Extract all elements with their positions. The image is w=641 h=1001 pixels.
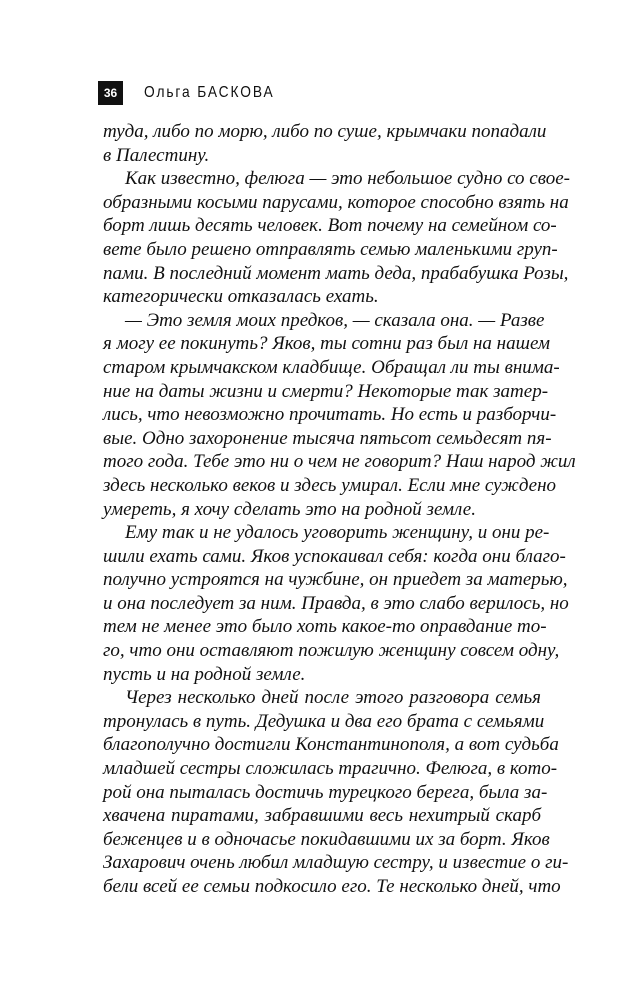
- text-line: того года. Тебе это ни о чем не говорит? Наш народ жил: [103, 451, 576, 473]
- text-line: Ему так и не удалось уговорить женщину, и они ре-: [125, 522, 550, 544]
- author-name: Ольга БАСКОВА: [144, 84, 275, 101]
- text-line: тронулась в путь. Дедушка и два его брата с семьями: [103, 710, 545, 732]
- text-line: образными косыми парусами, которое способно взять на: [103, 191, 569, 213]
- text-line: здесь несколько веков и здесь умирал. Если мне суждено: [103, 474, 557, 496]
- text-line: получно устроятся на чужбине, он приедет за матерью,: [103, 569, 568, 591]
- text-line: старом крымчакском кладбище. Обращал ли ты внима-: [103, 356, 560, 378]
- text-line: я могу ее покинуть? Яков, ты сотни раз был на нашем: [103, 333, 551, 355]
- text-line: лись, что невозможно прочитать. Но есть и разборчи-: [103, 404, 557, 426]
- text-line: категорически отказалась ехать.: [103, 286, 379, 308]
- text-line: шили ехать сами. Яков успокаивал себя: когда они благо-: [103, 545, 566, 567]
- text-line: го, что они оставляют пожилую женщину совсем одну,: [103, 640, 560, 662]
- text-line: пами. В последний момент мать деда, прабабушка Розы,: [103, 262, 569, 284]
- text-line: туда, либо по морю, либо по суше, крымчаки попадали: [103, 121, 547, 142]
- text-line: бели всей ее семьи подкосило его. Те несколько дней, что: [103, 876, 561, 897]
- page-number: 36: [98, 81, 123, 105]
- text-line: беженцев и в одночасье покидавшими их за борт. Яков: [103, 828, 550, 850]
- text-line: борт лишь десять человек. Вот почему на семейном со-: [103, 215, 557, 237]
- text-line: — Это земля моих предков, — сказала она. — Разве: [125, 309, 545, 331]
- text-line: Захарович очень любил младшую сестру, и известие о ги-: [103, 852, 569, 874]
- text-line: ние на даты жизни и смерти? Некоторые так затер-: [103, 380, 549, 402]
- text-line: в Палестину.: [103, 144, 210, 166]
- text-line: умереть, я хочу сделать это на родной земле.: [103, 498, 476, 520]
- text-line: благополучно достигли Константинополя, а вот судьба: [103, 734, 559, 756]
- text-line: Через несколько дней после этого разговора семья: [125, 687, 541, 709]
- running-header: [98, 81, 296, 105]
- text-line: хвачена пиратами, забравшими весь нехитрый скарб: [103, 805, 541, 827]
- text-line: и она последует за ним. Правда, в это слабо верилось, но: [103, 592, 569, 614]
- text-line: тем не менее это было хоть какое-то оправдание то-: [103, 616, 547, 638]
- text-line: Как известно, фелюга — это небольшое судно со свое-: [125, 168, 570, 190]
- text-line: пусть и на родной земле.: [103, 663, 306, 685]
- text-line: вете было решено отправлять семью маленькими груп-: [103, 238, 558, 260]
- text-line: рой она пыталась достичь турецкого берега, была за-: [103, 781, 548, 803]
- text-line: младшей сестры сложилась трагично. Фелюга, в кото-: [103, 758, 558, 780]
- body-text: [103, 120, 576, 899]
- text-line: вые. Одно захоронение тысяча пятьсот семьдесят пя-: [103, 427, 552, 449]
